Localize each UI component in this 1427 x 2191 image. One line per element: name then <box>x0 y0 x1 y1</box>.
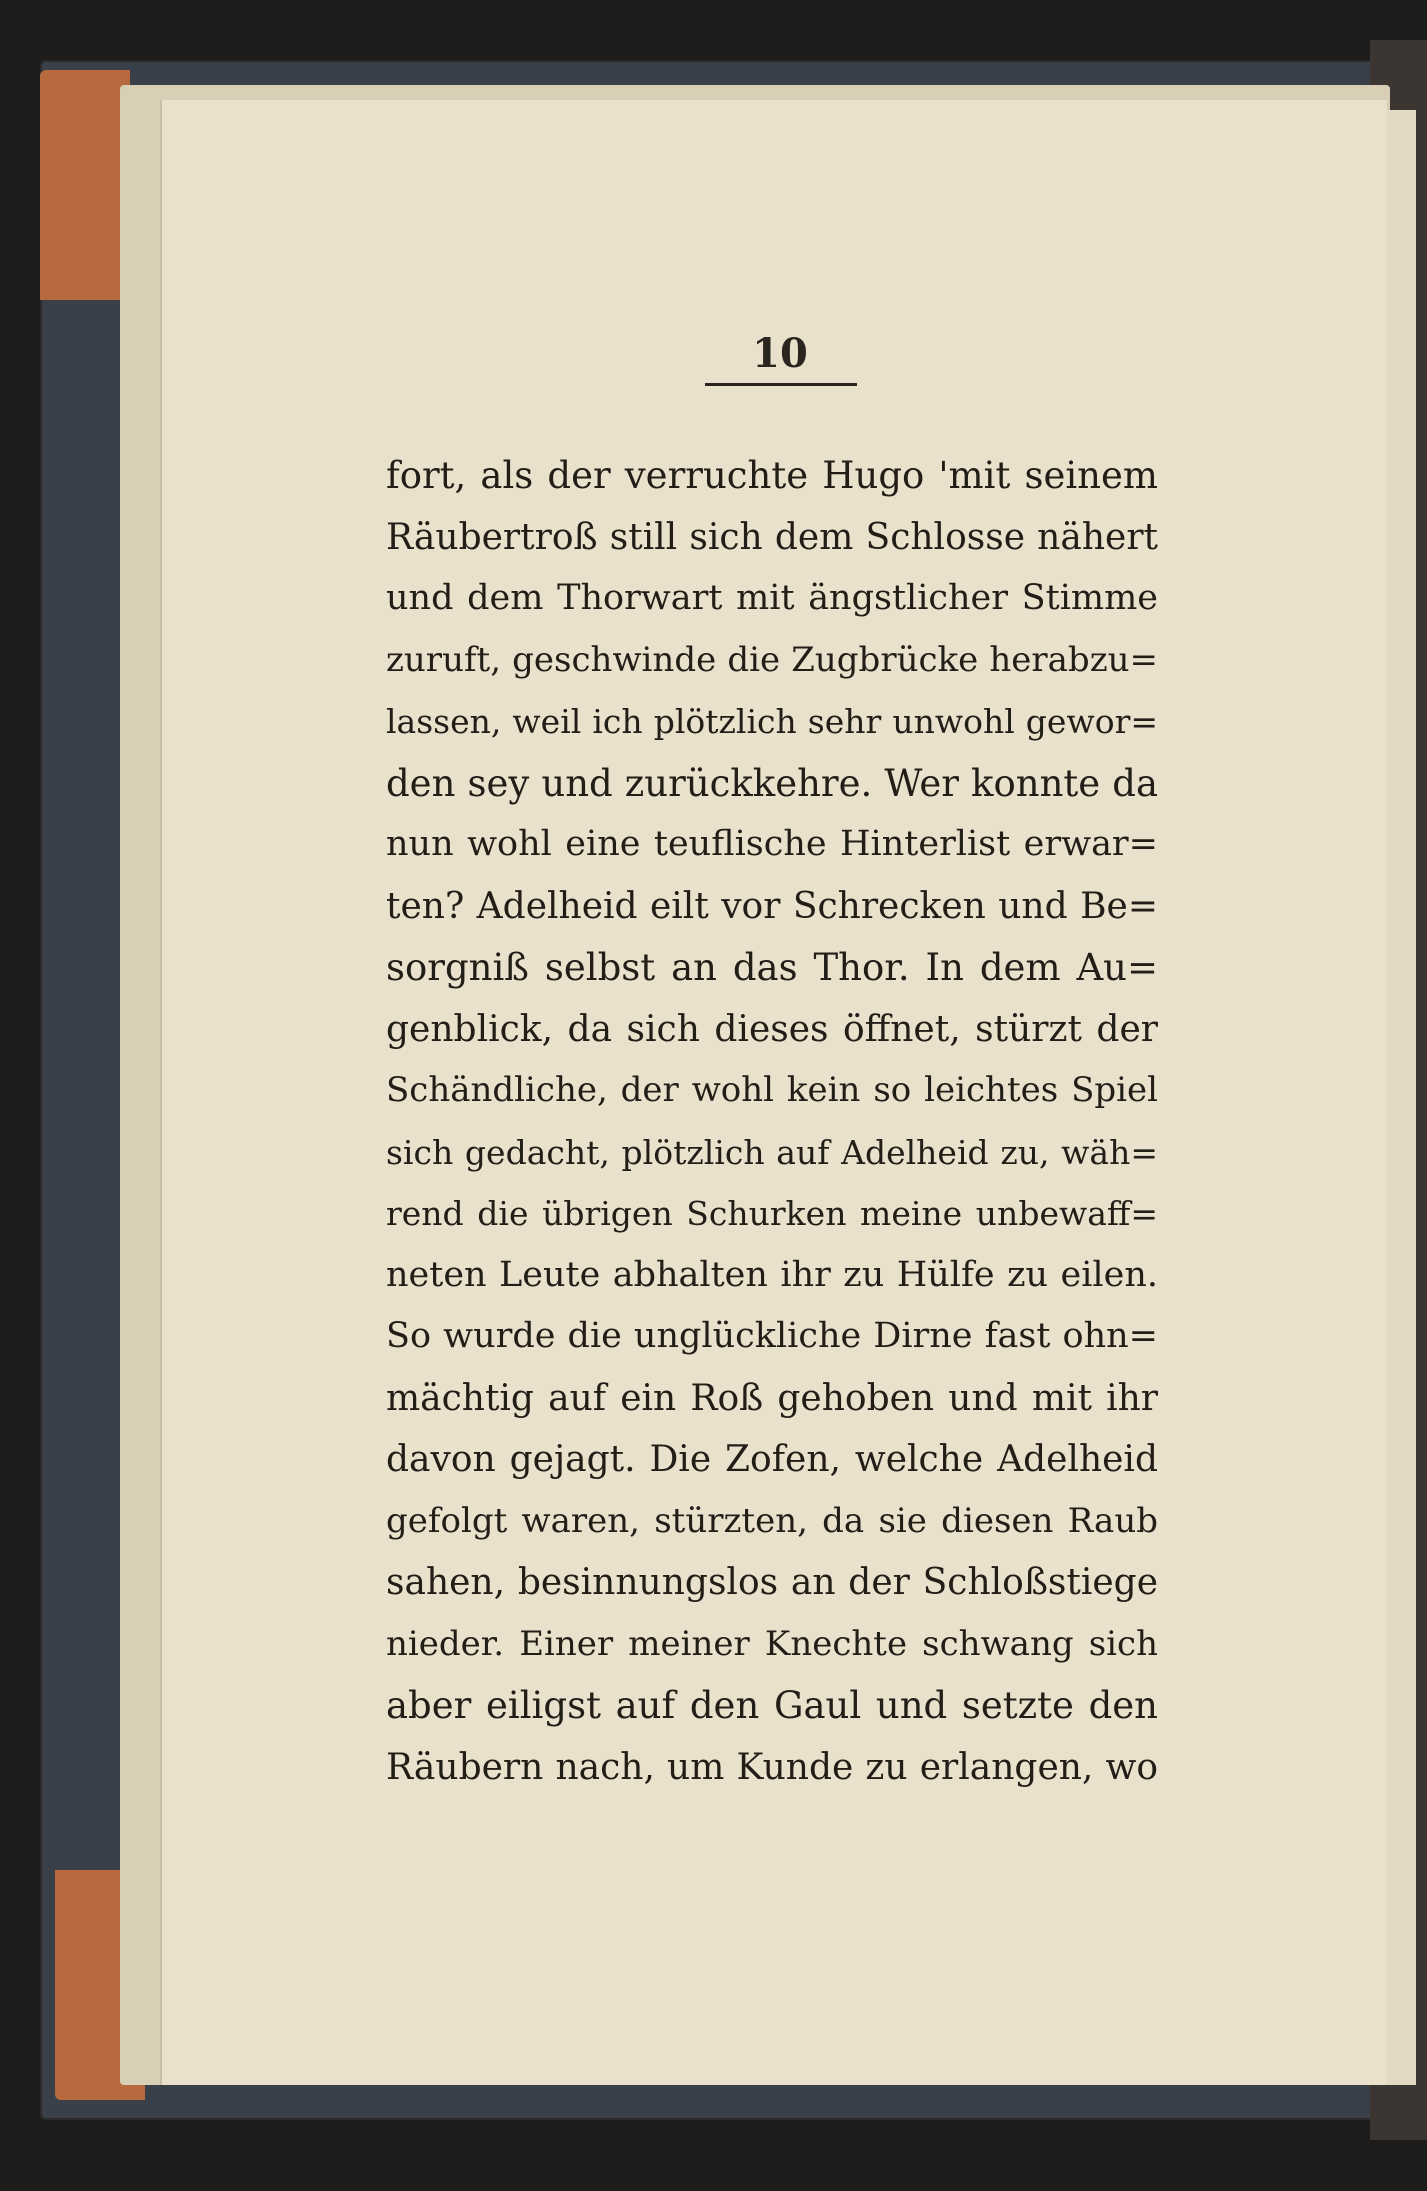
text-line: So wurde die unglückliche Dirne fast ohn= <box>386 1316 1158 1356</box>
text-line: nieder. Einer meiner Knechte schwang sich <box>386 1623 1158 1664</box>
text-line: aber eiligst auf den Gaul und setzte den <box>386 1684 1158 1727</box>
text-line: zuruft, geschwinde die Zugbrücke herabzu= <box>386 639 1158 680</box>
text-line: sorgniß selbst an das Thor. In dem Au= <box>386 946 1158 989</box>
text-line: Räubertroß still sich dem Schlosse nähert <box>386 516 1158 558</box>
text-line: rend die übrigen Schurken meine unbewaff= <box>386 1194 1158 1233</box>
text-line: fort, als der verruchte Hugo 'mit seinem <box>386 454 1158 497</box>
text-line: genblick, da sich dieses öffnet, stürzt der <box>386 1008 1158 1050</box>
cover-corner-top <box>40 70 130 300</box>
text-line: davon gejagt. Die Zofen, welche Adelheid <box>386 1439 1158 1480</box>
text-line: Räubern nach, um Kunde zu erlangen, wo <box>386 1746 1158 1788</box>
text-line: und dem Thorwart mit ängstlicher Stimme <box>386 578 1158 618</box>
text-line: gefolgt waren, stürzten, da sie diesen Raub <box>386 1500 1158 1541</box>
page-number-rule <box>705 383 857 386</box>
body-text <box>386 445 1158 1798</box>
text-line: lassen, weil ich plötzlich sehr unwohl gewor= <box>386 702 1158 741</box>
text-line: neten Leute abhalten ihr zu Hülfe zu eilen. <box>386 1254 1158 1295</box>
text-line: sich gedacht, plötzlich auf Adelheid zu, wäh= <box>386 1132 1158 1172</box>
text-line: nun wohl eine teuflische Hinterlist erwar= <box>386 824 1158 864</box>
text-line: mächtig auf ein Roß gehoben und mit ihr <box>386 1377 1158 1419</box>
page-number: 10 <box>752 330 808 377</box>
text-line: den sey und zurückkehre. Wer konnte da <box>386 761 1158 805</box>
text-line: ten? Adelheid eilt vor Schrecken und Be= <box>386 885 1158 927</box>
text-line: Schändliche, der wohl kein so leichtes Spiel <box>386 1070 1158 1110</box>
facing-page-edge <box>1385 110 1416 2085</box>
text-line: sahen, besinnungslos an der Schloßstiege <box>386 1562 1158 1603</box>
